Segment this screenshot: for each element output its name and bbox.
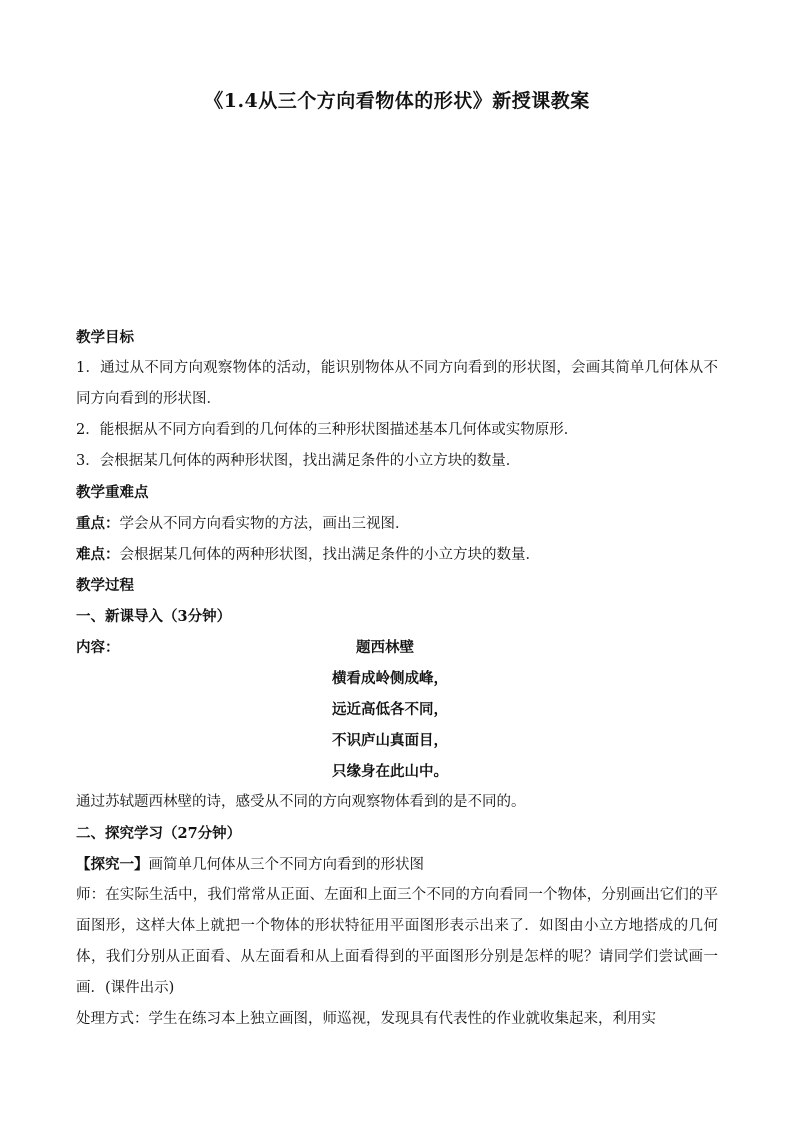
- key-point: [76, 508, 718, 539]
- explore1-row: [76, 849, 718, 880]
- poem-line: 远近高低各不同，: [332, 701, 448, 718]
- method-paragraph: 处理方式：学生在练习本上独立画图，师巡视，发现具有代表性的作业就收集起来，利用实: [76, 1011, 656, 1027]
- key-point-label: 重点：: [76, 515, 120, 532]
- key-heading: 教学重难点: [76, 484, 149, 501]
- poem-line-row: [76, 663, 718, 694]
- poem-line: 横看成岭侧成峰，: [332, 670, 448, 687]
- objectives-heading: 教学目标: [76, 329, 134, 346]
- poem-title-row: [76, 632, 718, 663]
- explore1-text: 画简单几何体从三个不同方向看到的形状图: [148, 857, 424, 873]
- objective-item-2: 2．能根据从不同方向看到的几何体的三种形状图描述基本几何体或实物原形．: [76, 422, 579, 438]
- objective-item-3: 3．会根据某几何体的两种形状图，找出满足条件的小立方块的数量．: [76, 453, 521, 469]
- document-title: 《1.4从三个方向看物体的形状》新授课教案: [204, 90, 590, 112]
- difficulty-label: 难点：: [76, 546, 120, 563]
- poem-line: 只缘身在此山中。: [332, 763, 448, 780]
- process-heading: 教学过程: [76, 577, 134, 594]
- objective-item-1: 1．通过从不同方向观察物体的活动，能识别物体从不同方向看到的形状图，会画其简单几何体从不同方向看到的形状图．: [76, 360, 718, 407]
- poem-line: 不识庐山真面目，: [332, 732, 448, 749]
- teacher-paragraph: 师：在实际生活中，我们常常从正面、左面和上面三个不同的方向看同一个物体，分别画出它们的平面图形，这样大体上就把一个物体的形状特征用平面图形表示出来了．如图由小立方地搭成的几何体，我们分别从正面看、从左面看和从上面看得到的平面图形分别是怎样的呢？请同学们尝试画一画．(课件出示): [76, 887, 718, 996]
- difficulty-text: 会根据某几何体的两种形状图，找出满足条件的小立方块的数量．: [119, 547, 540, 563]
- poem-line-row: [76, 694, 718, 725]
- content-label: 内容：: [76, 639, 120, 656]
- poem-title: 题西林壁: [356, 639, 414, 656]
- section2-heading: 二、探究学习（27分钟）: [76, 825, 242, 842]
- difficulty: [76, 539, 718, 570]
- document-body: [76, 322, 718, 1035]
- section1-heading: 一、新课导入（3分钟）: [76, 608, 232, 625]
- poem-line-row: [76, 756, 718, 787]
- key-point-text: 学会从不同方向看实物的方法，画出三视图．: [119, 516, 410, 532]
- poem-line-row: [76, 725, 718, 756]
- poem-note: 通过苏轼题西林壁的诗，感受从不同的方向观察物体看到的是不同的。: [76, 794, 526, 810]
- explore1-label: 【探究一】: [76, 856, 149, 873]
